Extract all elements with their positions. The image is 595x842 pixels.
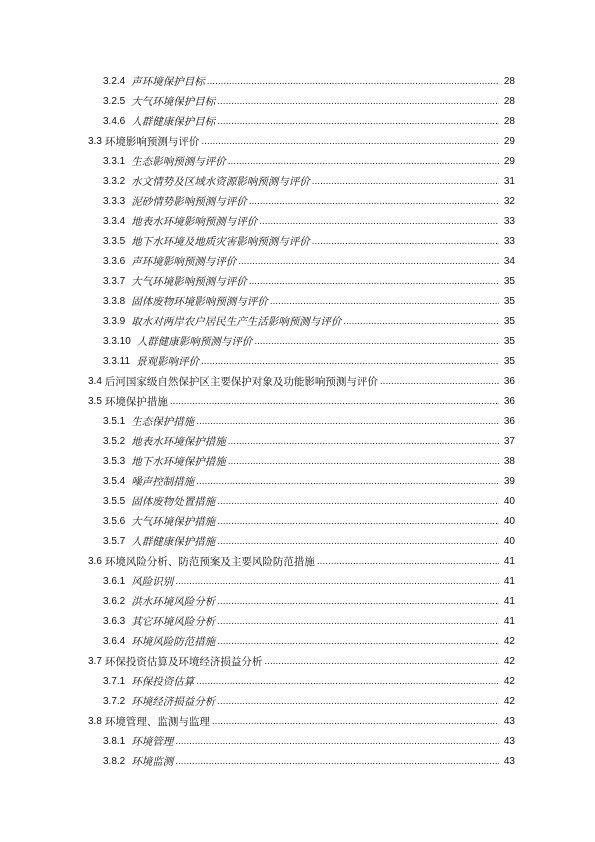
toc-entry-page: 42 xyxy=(503,636,515,647)
toc-entry-number: 3.3.4 xyxy=(103,216,126,227)
toc-entry-page: 35 xyxy=(503,336,515,347)
toc-dot-leader xyxy=(317,557,499,567)
toc-entry-title: 环境风险防范措施 xyxy=(131,635,216,648)
toc-entry-number: 3.6.2 xyxy=(103,596,126,607)
toc-dot-leader xyxy=(228,457,499,467)
toc-entry-number: 3.5.7 xyxy=(103,536,126,547)
toc-entry-number: 3.8 xyxy=(88,716,102,727)
toc-dot-leader xyxy=(249,277,499,287)
toc-entry[interactable] xyxy=(0,632,595,652)
toc-entry-title: 环保投资估算及环境经济损益分析 xyxy=(104,655,263,668)
toc-entry-number: 3.8.2 xyxy=(103,756,126,767)
toc-entry-number: 3.5.5 xyxy=(103,496,126,507)
toc-dot-leader xyxy=(254,337,499,347)
toc-entry-title: 环保投资估算 xyxy=(131,675,195,688)
toc-dot-leader xyxy=(201,137,499,147)
toc-entry-number: 3.6.1 xyxy=(103,576,126,587)
toc-entry-title: 大气环境保护措施 xyxy=(131,515,216,528)
toc-entry[interactable] xyxy=(0,312,595,332)
toc-dot-leader xyxy=(196,477,499,487)
toc-entry-page: 40 xyxy=(503,516,515,527)
toc-entry-title: 固体废物处置措施 xyxy=(131,495,216,508)
toc-entry[interactable] xyxy=(0,252,595,272)
toc-entry-title: 大气环境影响预测与评价 xyxy=(131,275,247,288)
toc-entry[interactable] xyxy=(0,92,595,112)
toc-entry-page: 42 xyxy=(503,696,515,707)
toc-dot-leader xyxy=(217,537,499,547)
toc-entry-page: 43 xyxy=(503,716,515,727)
toc-entry-number: 3.7.2 xyxy=(103,696,126,707)
toc-entry-title: 环境保护措施 xyxy=(104,395,168,408)
toc-entry[interactable] xyxy=(0,692,595,712)
toc-dot-leader xyxy=(217,117,499,127)
toc-dot-leader xyxy=(343,317,499,327)
toc-entry-title: 环境管理 xyxy=(131,735,174,748)
toc-entry-number: 3.3 xyxy=(88,136,102,147)
toc-entry-page: 28 xyxy=(503,116,515,127)
toc-dot-leader xyxy=(228,437,499,447)
toc-dot-leader xyxy=(238,257,499,267)
toc-entry-number: 3.3.11 xyxy=(103,356,131,367)
toc-entry-number: 3.6 xyxy=(88,556,102,567)
toc-entry[interactable] xyxy=(0,432,595,452)
toc-entry[interactable] xyxy=(0,492,595,512)
toc-entry-number: 3.3.2 xyxy=(103,176,126,187)
toc-entry-title: 噪声控制措施 xyxy=(131,475,195,488)
toc-entry[interactable] xyxy=(0,292,595,312)
toc-entry[interactable] xyxy=(0,652,595,672)
toc-dot-leader xyxy=(249,197,499,207)
toc-entry-number: 3.2.4 xyxy=(103,76,126,87)
toc-entry-page: 33 xyxy=(503,236,515,247)
toc-entry[interactable] xyxy=(0,232,595,252)
toc-dot-leader xyxy=(175,577,499,587)
toc-entry-number: 3.3.7 xyxy=(103,276,126,287)
toc-entry-title: 大气环境保护目标 xyxy=(131,95,216,108)
toc-entry-page: 43 xyxy=(503,756,515,767)
toc-entry-title: 生态保护措施 xyxy=(131,415,195,428)
toc-entry-title: 地下水环境及地质灾害影响预测与评价 xyxy=(131,235,310,248)
toc-entry-number: 3.5.1 xyxy=(103,416,126,427)
toc-entry-page: 33 xyxy=(503,216,515,227)
toc-entry-title: 人群健康保护目标 xyxy=(131,115,216,128)
toc-entry-page: 40 xyxy=(503,536,515,547)
toc-dot-leader xyxy=(217,697,499,707)
toc-dot-leader xyxy=(217,517,499,527)
toc-entry[interactable] xyxy=(0,472,595,492)
toc-entry-number: 3.4 xyxy=(88,376,102,387)
toc-entry-number: 3.3.9 xyxy=(103,316,126,327)
toc-entry-title: 取水对两岸农户居民生产生活影响预测与评价 xyxy=(131,315,342,328)
toc-dot-leader xyxy=(196,417,499,427)
toc-entry[interactable] xyxy=(0,672,595,692)
toc-entry-page: 28 xyxy=(503,76,515,87)
toc-entry-page: 35 xyxy=(503,356,515,367)
toc-entry-number: 3.3.5 xyxy=(103,236,126,247)
toc-dot-leader xyxy=(217,637,499,647)
toc-entry-number: 3.8.1 xyxy=(103,736,126,747)
toc-entry[interactable] xyxy=(0,752,595,772)
toc-entry-page: 42 xyxy=(503,656,515,667)
toc-dot-leader xyxy=(270,297,499,307)
toc-entry-number: 3.3.3 xyxy=(103,196,126,207)
toc-entry-title: 固体废物环境影响预测与评价 xyxy=(131,295,268,308)
toc-entry-number: 3.5 xyxy=(88,396,102,407)
toc-entry-title: 人群健康影响预测与评价 xyxy=(136,335,253,348)
toc-entry-title: 水文情势及区域水资源影响预测与评价 xyxy=(131,175,310,188)
toc-entry-page: 32 xyxy=(503,196,515,207)
toc-entry[interactable] xyxy=(0,352,595,372)
toc-entry-number: 3.2.5 xyxy=(103,96,126,107)
toc-entry-page: 42 xyxy=(503,676,515,687)
toc-entry-page: 35 xyxy=(503,296,515,307)
toc-entry-number: 3.5.3 xyxy=(103,456,126,467)
toc-entry[interactable] xyxy=(0,412,595,432)
toc-dot-leader xyxy=(207,77,499,87)
toc-entry[interactable] xyxy=(0,112,595,132)
toc-entry-title: 洪水环境风险分析 xyxy=(131,595,216,608)
toc-entry[interactable] xyxy=(0,552,595,572)
toc-entry-page: 43 xyxy=(503,736,515,747)
toc-dot-leader xyxy=(217,597,499,607)
toc-entry[interactable] xyxy=(0,452,595,472)
toc-entry[interactable] xyxy=(0,532,595,552)
toc-entry-number: 3.5.2 xyxy=(103,436,126,447)
toc-entry[interactable] xyxy=(0,592,595,612)
toc-dot-leader xyxy=(264,657,499,667)
toc-dot-leader xyxy=(228,157,499,167)
toc-entry-page: 38 xyxy=(503,456,515,467)
toc-entry[interactable] xyxy=(0,332,595,352)
toc-entry-title: 地表水环境影响预测与评价 xyxy=(131,215,258,228)
toc-entry[interactable] xyxy=(0,392,595,412)
toc-entry-page: 36 xyxy=(503,396,515,407)
table-of-contents xyxy=(0,72,595,772)
toc-entry-page: 41 xyxy=(503,556,515,567)
toc-dot-leader xyxy=(196,677,499,687)
toc-dot-leader xyxy=(217,497,499,507)
toc-entry-page: 35 xyxy=(503,316,515,327)
toc-entry-number: 3.6.3 xyxy=(103,616,126,627)
toc-entry-title: 声环境影响预测与评价 xyxy=(131,255,237,268)
toc-entry[interactable] xyxy=(0,172,595,192)
toc-entry-title: 环境影响预测与评价 xyxy=(104,135,200,148)
toc-dot-leader xyxy=(312,237,499,247)
toc-entry-title: 后河国家级自然保护区主要保护对象及功能影响预测与评价 xyxy=(104,375,378,388)
toc-entry-page: 41 xyxy=(503,576,515,587)
toc-entry-title: 景观影响评价 xyxy=(136,355,200,368)
toc-entry-title: 环境风险分析、防范预案及主要风险防范措施 xyxy=(104,555,315,568)
toc-dot-leader xyxy=(201,357,499,367)
toc-entry-title: 泥砂情势影响预测与评价 xyxy=(131,195,247,208)
toc-entry-title: 环境管理、监测与监理 xyxy=(104,715,210,728)
toc-entry-page: 36 xyxy=(503,376,515,387)
toc-dot-leader xyxy=(259,217,499,227)
toc-entry-page: 41 xyxy=(503,616,515,627)
toc-entry[interactable] xyxy=(0,732,595,752)
toc-entry[interactable] xyxy=(0,512,595,532)
toc-dot-leader xyxy=(170,397,499,407)
toc-entry-number: 3.5.4 xyxy=(103,476,126,487)
toc-entry[interactable] xyxy=(0,132,595,152)
toc-entry-page: 29 xyxy=(503,136,515,147)
toc-entry-number: 3.6.4 xyxy=(103,636,126,647)
toc-entry-page: 35 xyxy=(503,276,515,287)
toc-entry-page: 34 xyxy=(503,256,515,267)
toc-entry-number: 3.3.1 xyxy=(103,156,126,167)
toc-entry-page: 36 xyxy=(503,416,515,427)
toc-entry-page: 31 xyxy=(503,176,515,187)
toc-entry[interactable] xyxy=(0,72,595,92)
toc-entry[interactable] xyxy=(0,612,595,632)
toc-entry-number: 3.4.6 xyxy=(103,116,126,127)
toc-dot-leader xyxy=(175,737,499,747)
toc-entry[interactable] xyxy=(0,192,595,212)
toc-entry-page: 37 xyxy=(503,436,515,447)
toc-entry-number: 3.3.6 xyxy=(103,256,126,267)
toc-entry-number: 3.5.6 xyxy=(103,516,126,527)
toc-entry-number: 3.3.10 xyxy=(103,336,131,347)
toc-entry-title: 地表水环境保护措施 xyxy=(131,435,226,448)
toc-entry-number: 3.7 xyxy=(88,656,102,667)
toc-entry[interactable] xyxy=(0,272,595,292)
toc-entry-title: 风险识别 xyxy=(131,575,174,588)
toc-entry[interactable] xyxy=(0,712,595,732)
toc-entry[interactable] xyxy=(0,212,595,232)
toc-dot-leader xyxy=(175,757,499,767)
toc-entry-page: 39 xyxy=(503,476,515,487)
toc-entry[interactable] xyxy=(0,372,595,392)
toc-entry-page: 40 xyxy=(503,496,515,507)
toc-entry-page: 29 xyxy=(503,156,515,167)
toc-entry-title: 人群健康保护措施 xyxy=(131,535,216,548)
toc-entry-title: 声环境保护目标 xyxy=(131,75,205,88)
toc-entry-title: 环境监测 xyxy=(131,755,174,768)
toc-entry-title: 生态影响预测与评价 xyxy=(131,155,226,168)
toc-dot-leader xyxy=(312,177,499,187)
toc-dot-leader xyxy=(380,377,499,387)
toc-dot-leader xyxy=(217,97,499,107)
toc-entry-number: 3.3.8 xyxy=(103,296,126,307)
toc-dot-leader xyxy=(212,717,499,727)
toc-entry[interactable] xyxy=(0,152,595,172)
toc-entry-page: 28 xyxy=(503,96,515,107)
toc-entry-title: 地下水环境保护措施 xyxy=(131,455,226,468)
toc-entry-page: 41 xyxy=(503,596,515,607)
toc-entry-title: 环境经济损益分析 xyxy=(131,695,216,708)
toc-entry-number: 3.7.1 xyxy=(103,676,126,687)
toc-entry[interactable] xyxy=(0,572,595,592)
toc-entry-title: 其它环境风险分析 xyxy=(131,615,216,628)
toc-dot-leader xyxy=(217,617,499,627)
